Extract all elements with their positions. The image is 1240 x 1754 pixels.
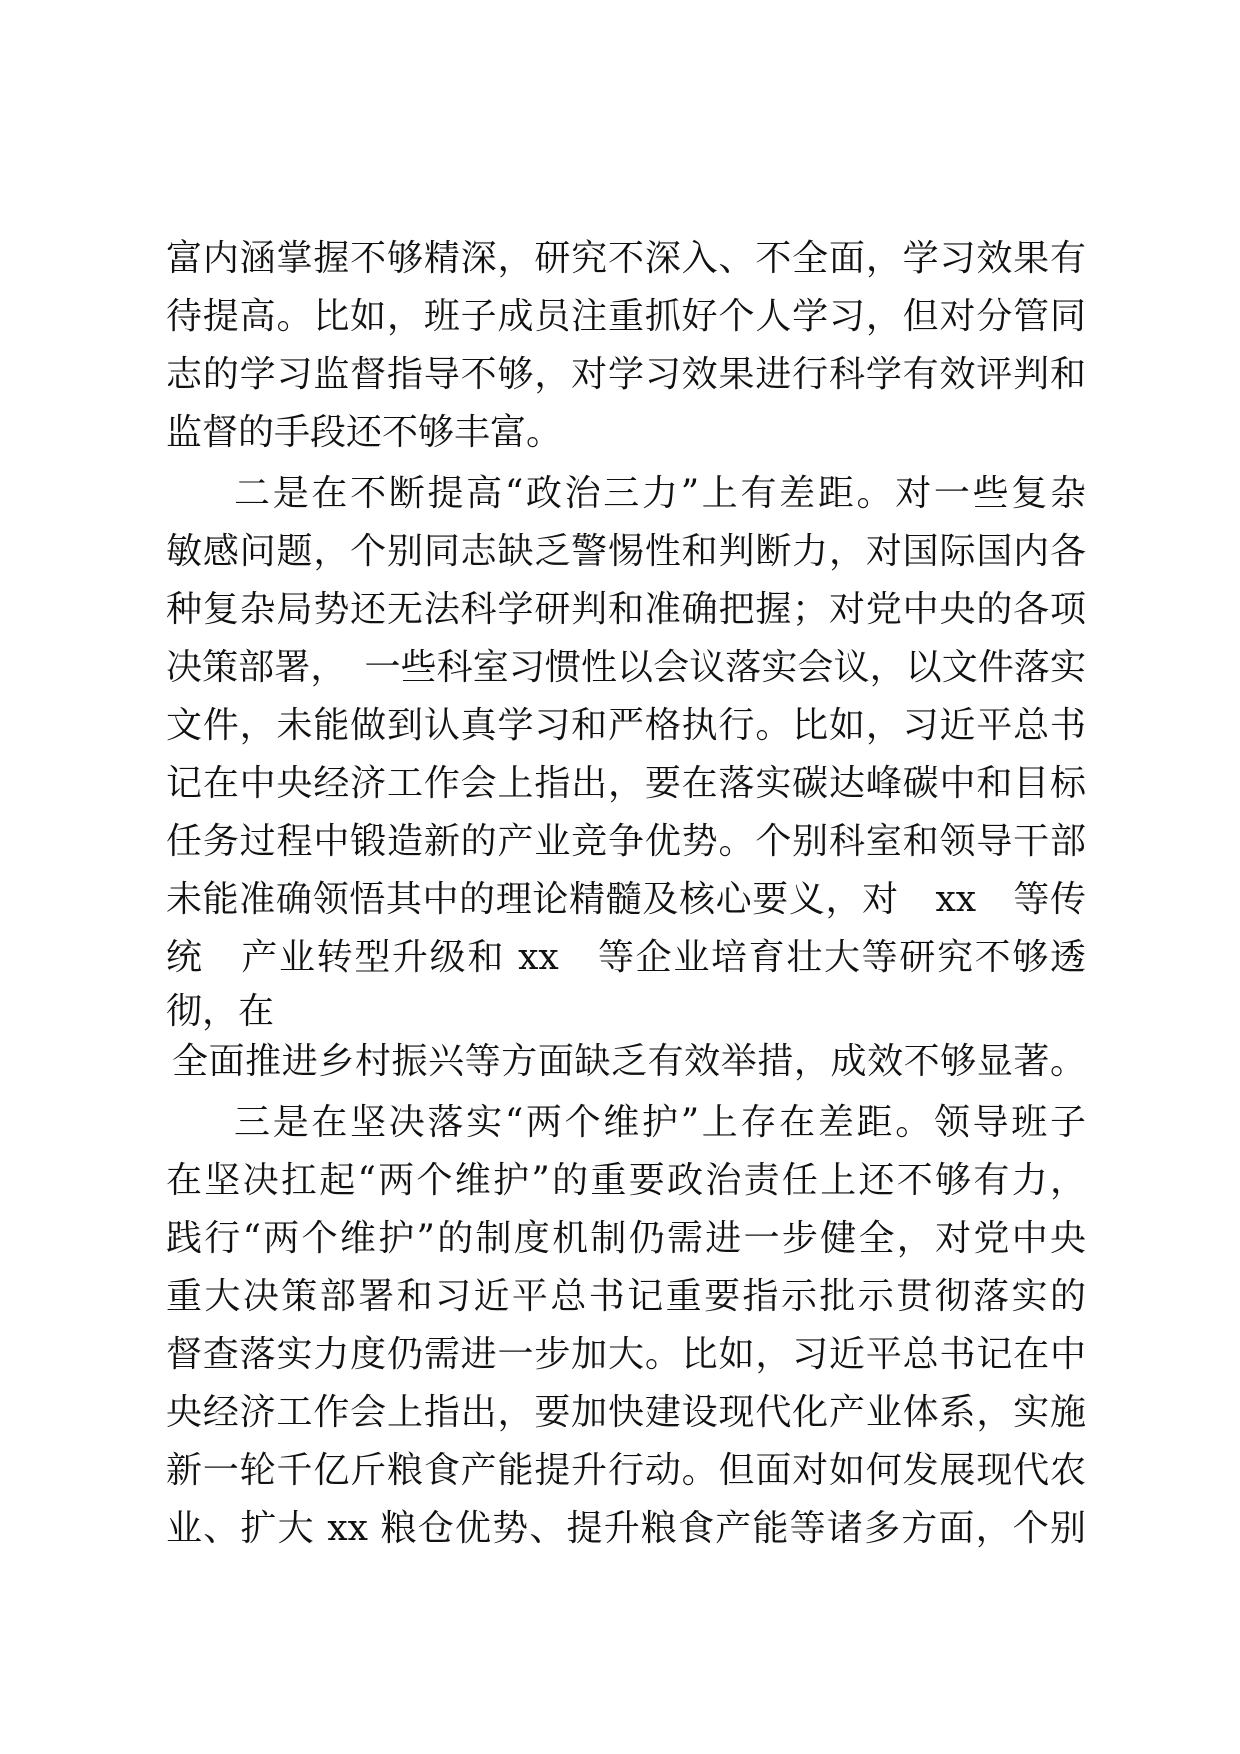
text-line: 统 产业转型升级和 xx 等企业培育壮大等研究不够透	[166, 937, 1086, 978]
text-line: 业、扩大 xx 粮仓优势、提升粮食产能等诸多方面，个别	[166, 1508, 1086, 1549]
text-line: 种复杂局势还无法科学研判和准确把握；对党中央的各项	[166, 589, 1086, 630]
text-line: 志的学习监督指导不够，对学习效果进行科学有效评判和	[166, 354, 1086, 395]
text-line: 央经济工作会上指出，要加快建设现代化产业体系，实施	[166, 1392, 1086, 1433]
text-line: 决策部署， 一些科室习惯性以会议落实会议，以文件落实	[166, 647, 1086, 688]
text-line: 全面推进乡村振兴等方面缺乏有效举措，成效不够显著。	[172, 1041, 1086, 1082]
paragraph-heading-line: 二是在不断提高“政治三力”上有差距。对一些复杂	[234, 473, 1086, 514]
paragraph-heading-line: 三是在坚决落实“两个维护”上存在差距。领导班子	[234, 1102, 1086, 1143]
text-line: 践行“两个维护”的制度机制仍需进一步健全，对党中央	[166, 1218, 1086, 1259]
text-line: 任务过程中锻造新的产业竞争优势。个别科室和领导干部	[166, 821, 1086, 862]
text-line: 彻，在	[166, 991, 275, 1032]
text-line: 敏感问题，个别同志缺乏警惕性和判断力，对国际国内各	[166, 531, 1086, 572]
text-line: 富内涵掌握不够精深，研究不深入、不全面，学习效果有	[166, 238, 1086, 279]
text-line: 在坚决扛起“两个维护”的重要政治责任上还不够有力，	[166, 1160, 1086, 1201]
text-line: 文件，未能做到认真学习和严格执行。比如，习近平总书	[166, 705, 1086, 746]
text-line: 重大决策部署和习近平总书记重要指示批示贯彻落实的	[166, 1276, 1086, 1317]
text-line: 待提高。比如，班子成员注重抓好个人学习，但对分管同	[166, 296, 1086, 337]
text-line: 记在中央经济工作会上指出，要在落实碳达峰碳中和目标	[166, 763, 1086, 804]
text-line: 未能准确领悟其中的理论精髓及核心要义，对 xx 等传	[166, 879, 1086, 920]
text-line: 新一轮千亿斤粮食产能提升行动。但面对如何发展现代农	[166, 1450, 1086, 1491]
text-line: 督查落实力度仍需进一步加大。比如，习近平总书记在中	[166, 1334, 1086, 1375]
text-line: 监督的手段还不够丰富。	[166, 412, 563, 453]
